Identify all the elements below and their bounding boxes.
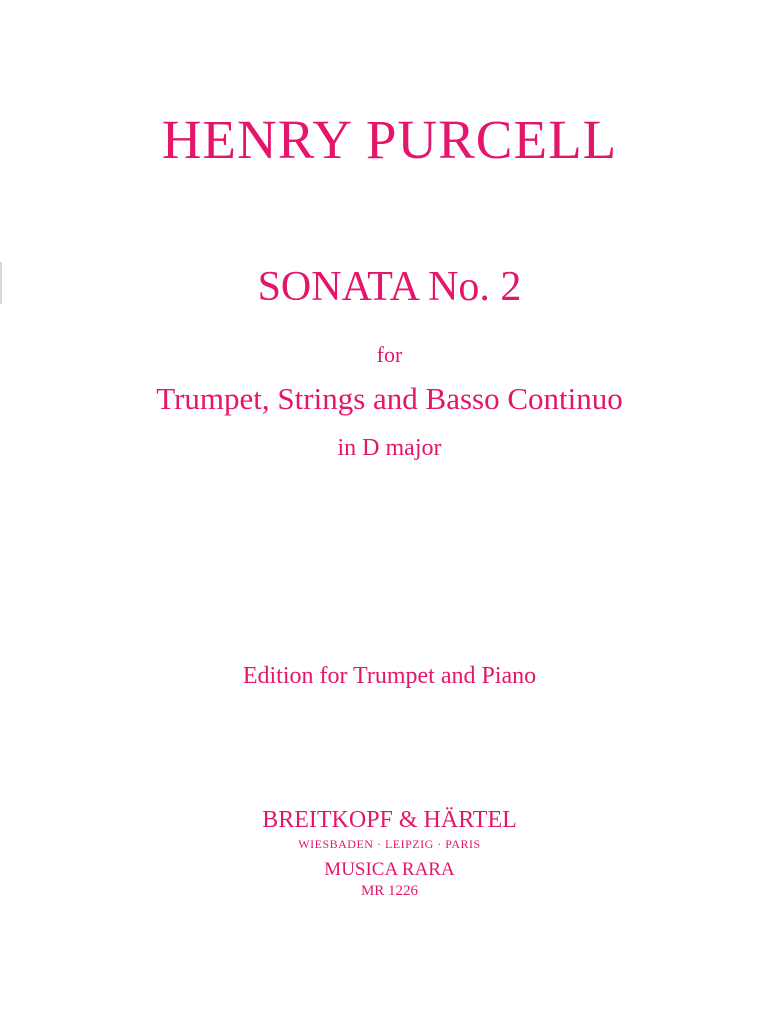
imprint-name: MUSICA RARA bbox=[324, 859, 455, 880]
edition-note: Edition for Trumpet and Piano bbox=[242, 663, 537, 689]
for-label: for bbox=[376, 342, 403, 367]
work-title: SONATA No. 2 bbox=[257, 264, 522, 310]
catalog-number: MR 1226 bbox=[360, 883, 419, 899]
publisher-name: BREITKOPF & HÄRTEL bbox=[262, 807, 517, 833]
composer-name: HENRY PURCELL bbox=[161, 109, 618, 170]
key-signature: in D major bbox=[337, 435, 442, 461]
instrumentation: Trumpet, Strings and Basso Continuo bbox=[156, 381, 623, 416]
publisher-cities: WIESBADEN · LEIPZIG · PARIS bbox=[298, 837, 481, 851]
